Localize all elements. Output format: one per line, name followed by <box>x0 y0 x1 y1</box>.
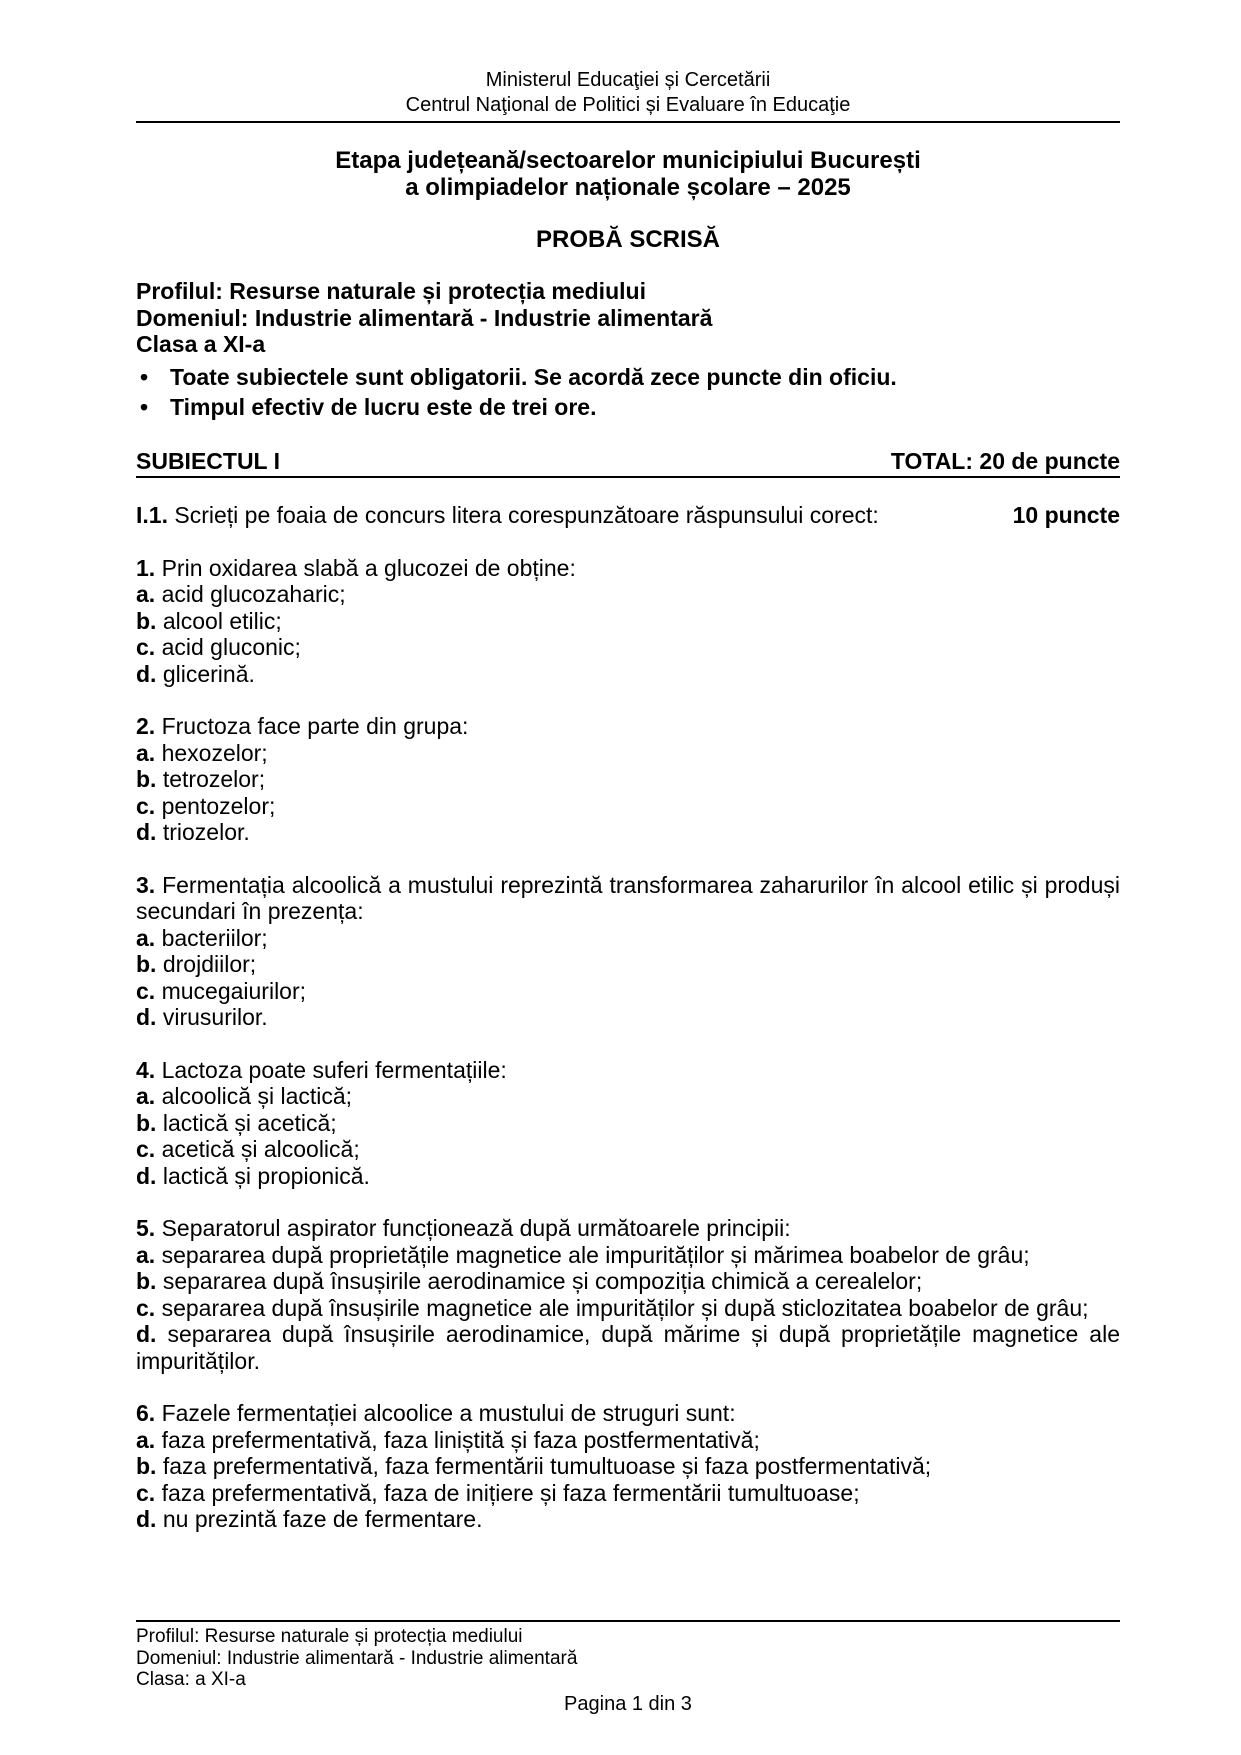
question-options <box>136 581 1120 687</box>
instruction-text: Toate subiectele sunt obligatorii. Se acordă zece puncte din oficiu. <box>170 363 897 390</box>
option-letter: a. <box>136 1426 156 1453</box>
answer-option <box>136 634 1120 661</box>
option-letter: a. <box>136 1241 156 1268</box>
question-options <box>136 1083 1120 1189</box>
footer-grade-line: Clasa: a XI-a <box>136 1669 246 1690</box>
section-total-points: TOTAL: 20 de puncte <box>890 447 1120 474</box>
question-stem: Lactoza poate suferi fermentațiile: <box>161 1056 507 1083</box>
option-letter: a. <box>136 581 156 607</box>
question <box>136 872 1120 1031</box>
answer-option <box>136 766 1120 793</box>
option-text: glicerină. <box>162 660 255 687</box>
answer-option <box>136 1004 1120 1031</box>
option-letter: d. <box>136 819 157 845</box>
question <box>136 1215 1120 1374</box>
instruction-item <box>136 362 1120 392</box>
option-letter: d. <box>136 660 157 687</box>
option-text: separarea după proprietățile magnetice ale impurităților și mărimea boabelor de grâu; <box>161 1241 1030 1268</box>
question-stem-line <box>136 872 1120 925</box>
option-letter: a. <box>136 924 156 951</box>
question-number: 2. <box>136 713 156 739</box>
option-letter: c. <box>136 792 156 819</box>
option-letter: d. <box>136 1162 157 1189</box>
option-text: triozelor. <box>162 819 250 845</box>
section-header <box>136 448 1120 479</box>
question-stem: Separatorul aspirator funcționează după următoarele principii: <box>161 1215 791 1241</box>
instructions-list <box>136 362 1120 422</box>
page-content <box>136 68 1120 1533</box>
question-number: 4. <box>136 1056 156 1083</box>
answer-option <box>136 740 1120 767</box>
instruction-text: Timpul efectiv de lucru este de trei ore. <box>170 393 597 420</box>
answer-option <box>136 1083 1120 1110</box>
question-stem: Fermentația alcoolică a mustului reprezintă transformarea zaharurilor în alcool etilic și produși secundari în prezența: <box>136 871 1121 924</box>
center-name: Centrul Naţional de Politici și Evaluare în Educaţie <box>405 94 851 116</box>
question-options <box>136 925 1120 1031</box>
option-letter: d. <box>136 1506 157 1532</box>
page-footer <box>136 1620 1120 1715</box>
question-stem-line <box>136 713 1120 740</box>
footer-profile-line: Profilul: Resurse naturale și protecția mediului <box>136 1626 523 1647</box>
option-text: separarea după însușirile aerodinamice și compoziția chimică a cerealelor; <box>162 1268 923 1294</box>
option-letter: c. <box>136 1294 156 1321</box>
option-letter: d. <box>136 1004 157 1030</box>
exam-meta <box>136 278 1120 358</box>
option-letter: a. <box>136 739 156 766</box>
questions <box>136 555 1120 1533</box>
document-header <box>136 68 1120 118</box>
option-text: faza prefermentativă, faza fermentării tumultuoase și faza postfermentativă; <box>162 1453 932 1479</box>
answer-option <box>136 793 1120 820</box>
exam-title <box>136 147 1120 201</box>
option-letter: c. <box>136 977 156 1004</box>
answer-option <box>136 1480 1120 1507</box>
option-text: acetică și alcoolică; <box>161 1136 360 1162</box>
domain-line: Domeniul: Industrie alimentară - Industrie alimentară <box>136 304 713 331</box>
page-number: Pagina 1 din 3 <box>564 1692 692 1715</box>
option-text: pentozelor; <box>161 792 276 819</box>
option-letter: b. <box>136 951 157 977</box>
exam-title-line2: a olimpiadelor naționale școlare – 2025 <box>405 174 851 201</box>
option-text: lactică și acetică; <box>162 1109 337 1136</box>
option-text: faza prefermentativă, faza de inițiere și faza fermentării tumultuoase; <box>161 1479 860 1506</box>
option-text: mucegaiurilor; <box>161 977 307 1004</box>
instruction-item <box>136 392 1120 422</box>
option-text: bacteriilor; <box>161 924 268 951</box>
footer-domain-line: Domeniul: Industrie alimentară - Industrie alimentară <box>136 1647 578 1669</box>
question-stem: Prin oxidarea slabă a glucozei de obține: <box>161 554 576 581</box>
question-options <box>136 1427 1120 1533</box>
header-divider <box>136 121 1120 123</box>
option-letter: c. <box>136 1136 156 1162</box>
question-stem-line <box>136 1057 1120 1084</box>
task-id: I.1. <box>136 502 168 528</box>
bullet-icon: • <box>140 363 149 390</box>
question <box>136 1400 1120 1533</box>
option-text: alcool etilic; <box>162 607 282 634</box>
option-text: virusurilor. <box>162 1004 268 1030</box>
option-text: acid glucozaharic; <box>161 581 346 607</box>
option-text: hexozelor; <box>161 739 268 766</box>
answer-option <box>136 1295 1120 1322</box>
answer-option <box>136 1427 1120 1454</box>
section-title: SUBIECTUL I <box>136 447 280 474</box>
option-text: separarea după însușirile aerodinamice, după mărime și după proprietățile magnetice ale impurităților. <box>136 1321 1120 1374</box>
answer-option <box>136 1506 1120 1533</box>
question-stem-line <box>136 1400 1120 1427</box>
answer-option <box>136 608 1120 635</box>
question-options <box>136 1242 1120 1375</box>
option-text: faza prefermentativă, faza liniștită și faza postfermentativă; <box>161 1426 760 1453</box>
question-stem-line <box>136 1215 1120 1242</box>
question-number: 6. <box>136 1400 156 1426</box>
question <box>136 713 1120 846</box>
option-text: alcoolică și lactică; <box>161 1083 353 1109</box>
exam-type: PROBĂ SCRISĂ <box>535 226 721 253</box>
answer-option <box>136 951 1120 978</box>
question-number: 5. <box>136 1215 156 1241</box>
answer-option <box>136 1268 1120 1295</box>
answer-option <box>136 1110 1120 1137</box>
answer-option <box>136 819 1120 846</box>
option-letter: b. <box>136 607 157 634</box>
grade-line: Clasa a XI-a <box>136 331 266 357</box>
bullet-icon: • <box>140 393 149 420</box>
answer-option <box>136 1136 1120 1163</box>
option-letter: b. <box>136 1453 157 1479</box>
option-letter: c. <box>136 1479 156 1506</box>
answer-option <box>136 1453 1120 1480</box>
task-header <box>136 502 1120 529</box>
question-stem: Fazele fermentației alcoolice a mustului de struguri sunt: <box>161 1400 736 1426</box>
task-instruction <box>136 502 879 529</box>
option-letter: c. <box>136 634 156 660</box>
option-text: drojdiilor; <box>162 951 257 977</box>
answer-option <box>136 925 1120 952</box>
answer-option <box>136 1242 1120 1269</box>
task-text: Scrieți pe foaia de concurs litera corespunzătoare răspunsului corect: <box>174 502 879 528</box>
question <box>136 555 1120 688</box>
question-stem: Fructoza face parte din grupa: <box>161 713 469 739</box>
question <box>136 1057 1120 1190</box>
option-text: separarea după însușirile magnetice ale impurităților și după sticlozitatea boabelor de grâu; <box>161 1294 1089 1321</box>
option-letter: b. <box>136 1109 157 1136</box>
ministry-name: Ministerul Educaţiei și Cercetării <box>485 69 771 91</box>
answer-option <box>136 1163 1120 1190</box>
option-letter: d. <box>136 1321 157 1347</box>
question-number: 1. <box>136 554 156 581</box>
option-text: lactică și propionică. <box>162 1162 370 1189</box>
profile-line: Profilul: Resurse naturale și protecția mediului <box>136 278 646 304</box>
answer-option <box>136 581 1120 608</box>
question-stem-line <box>136 555 1120 582</box>
option-text: acid gluconic; <box>161 634 301 660</box>
answer-option <box>136 1321 1120 1374</box>
answer-option <box>136 978 1120 1005</box>
option-text: tetrozelor; <box>162 766 266 792</box>
exam-title-line1: Etapa județeană/sectoarelor municipiului București <box>335 147 921 174</box>
question-options <box>136 740 1120 846</box>
option-letter: b. <box>136 766 157 792</box>
answer-option <box>136 661 1120 688</box>
task-points: 10 puncte <box>1012 502 1120 528</box>
option-letter: b. <box>136 1268 157 1294</box>
option-letter: a. <box>136 1083 156 1109</box>
option-text: nu prezintă faze de fermentare. <box>162 1506 483 1532</box>
question-number: 3. <box>136 871 156 898</box>
